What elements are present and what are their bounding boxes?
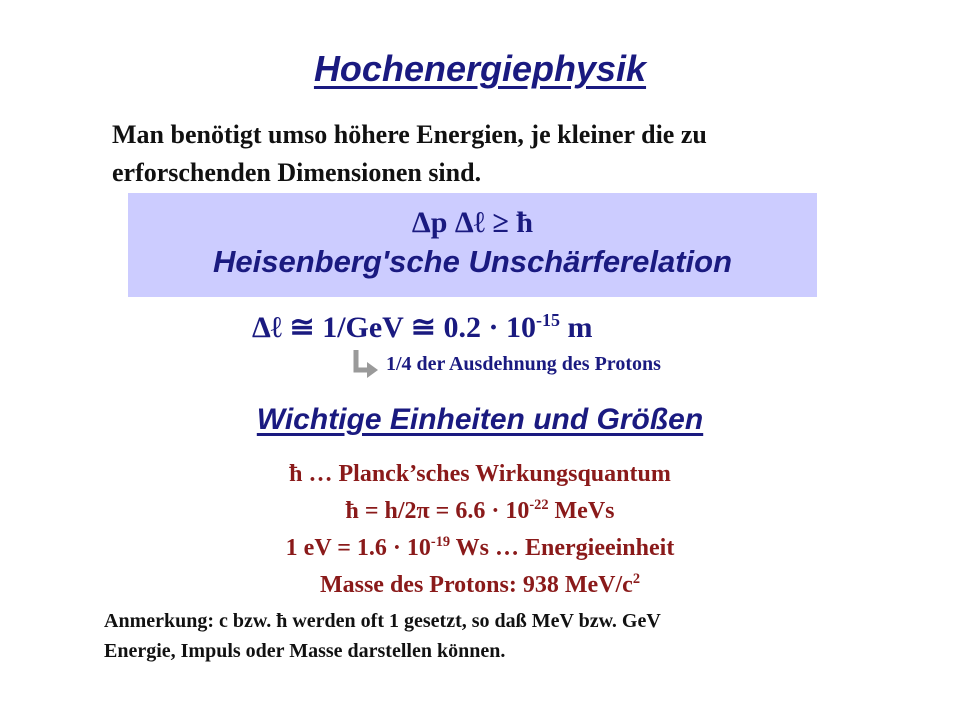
intro-line-2: erforschenden Dimensionen sind. xyxy=(112,158,482,187)
ev-exponent: -19 xyxy=(430,534,451,550)
corner-arrow-icon xyxy=(352,348,382,378)
length-scale-formula xyxy=(252,310,592,345)
uncertainty-subtitle: Heisenberg'sche Unschärferelation xyxy=(212,244,733,279)
proton-mass-exponent: 2 xyxy=(632,571,641,587)
proton-size-note: 1/4 der Ausdehnung des Protons xyxy=(386,353,661,375)
uncertainty-formula: Δp Δℓ ≥ ħ xyxy=(411,206,534,239)
hbar-unit: MeVs xyxy=(548,498,615,524)
ev-value-line xyxy=(0,530,960,567)
remark-line-1: Anmerkung: c bzw. ħ werden oft 1 gesetzt, so daß MeV bzw. GeV xyxy=(104,610,661,632)
remark-text xyxy=(104,606,864,666)
length-scale-unit: m xyxy=(559,311,593,344)
proton-mass: Masse des Protons: 938 MeV/c xyxy=(319,572,633,598)
units-section-title: Wichtige Einheiten und Größen xyxy=(256,403,704,436)
length-scale-lhs: Δℓ ≅ 1/GeV ≅ 0.2 · 10 xyxy=(252,311,536,344)
hbar-exponent: -22 xyxy=(529,497,549,513)
units-list xyxy=(0,456,960,604)
remark-line-2: Energie, Impuls oder Masse darstellen können. xyxy=(104,640,506,662)
intro-text xyxy=(112,116,872,192)
length-scale-exponent: -15 xyxy=(535,310,560,330)
slide-title: Hochenergiephysik xyxy=(313,48,647,89)
intro-line-1: Man benötigt umso höhere Energien, je kleiner die zu xyxy=(112,120,707,149)
ev-unit: Ws … Energieeinheit xyxy=(450,535,675,561)
hbar-value-line xyxy=(0,493,960,530)
hbar-value: ħ = h/2π = 6.6 · 10 xyxy=(345,498,530,524)
proton-mass-line xyxy=(0,567,960,604)
planck-constant-label: ħ … Planck’sches Wirkungsquantum xyxy=(289,461,671,487)
ev-value: 1 eV = 1.6 · 10 xyxy=(285,535,431,561)
